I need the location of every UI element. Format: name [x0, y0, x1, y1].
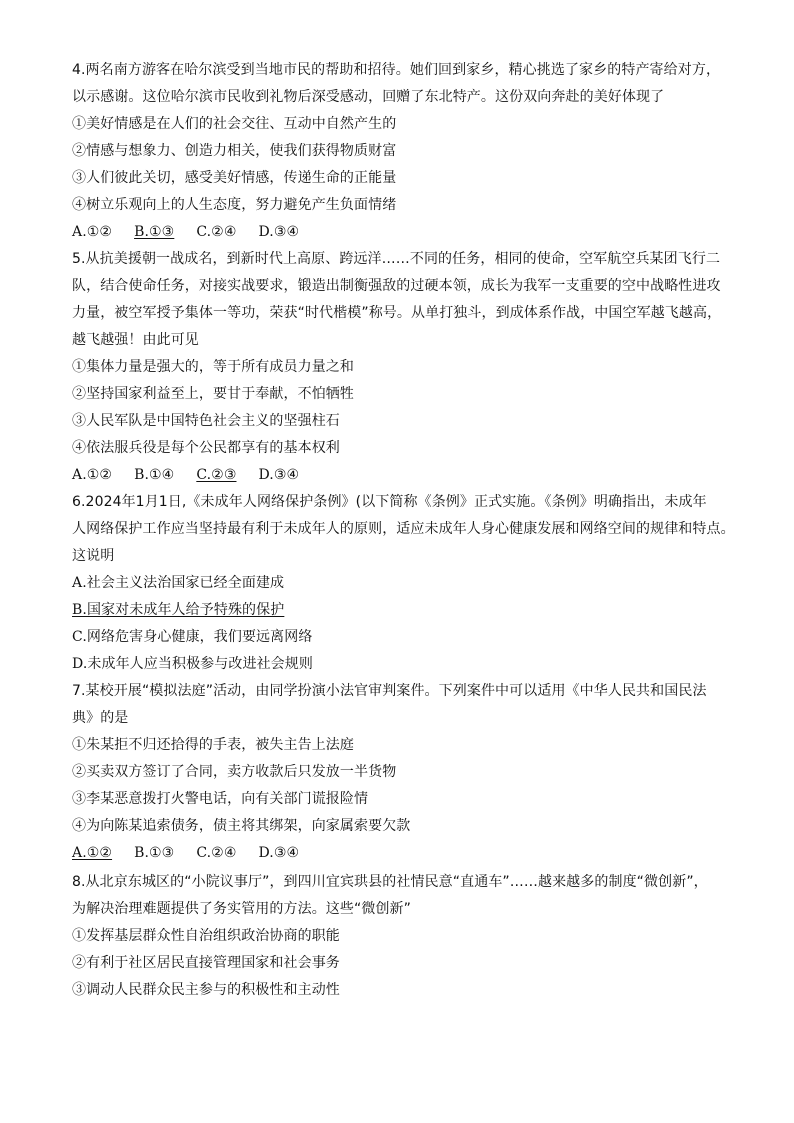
question-5-item-3: ③人民军队是中国特色社会主义的坚强柱石	[72, 413, 340, 429]
question-8-stem-line-2: 为解决治理难题提供了务实管用的方法。这些“微创新”	[72, 901, 412, 917]
question-6-stem-line-1: 6.2024年1月1日,《未成年人网络保护条例》(以下简称《条例》正式实施。《条例》明确指出，未成年	[72, 494, 707, 510]
question-7-item-1: ①朱某拒不归还拾得的手表，被失主告上法庭	[72, 737, 354, 753]
question-5-stem-line-2: 队，结合使命任务，对接实战要求，锻造出制衡强敌的过硬本领，成长为我军一支重要的空中战略性进攻	[72, 278, 721, 294]
question-7-item-2: ②买卖双方签订了合同，卖方收款后只发放一半货物	[72, 764, 397, 780]
question-6-stem-line-3: 这说明	[72, 548, 115, 564]
question-5-choices	[72, 465, 299, 485]
question-7-choices	[72, 843, 299, 863]
question-4-item-1: ①美好情感是在人们的社会交往、互动中自然产生的	[72, 116, 397, 132]
choice-b: B.①③	[134, 845, 175, 861]
question-5-item-1: ①集体力量是强大的，等于所有成员力量之和	[72, 359, 354, 375]
question-5-stem-line-3: 力量，被空军授予集体一等功，荣获“时代楷模”称号。从单打独斗，到成体系作战，中国空军越飞越高，	[72, 305, 722, 321]
question-6-option-a: A.社会主义法治国家已经全面建成	[72, 575, 285, 591]
question-4-item-2: ②情感与想象力、创造力相关，使我们获得物质财富	[72, 143, 397, 159]
question-6-option-d: D.未成年人应当积极参与改进社会规则	[72, 656, 313, 672]
question-5-item-4: ④依法服兵役是每个公民都享有的基本权利	[72, 440, 340, 456]
question-4-stem-line-1: 4.两名南方游客在哈尔滨受到当地市民的帮助和招待。她们回到家乡，精心挑选了家乡的特产寄给对方，	[72, 62, 721, 78]
choice-c: C.②④	[196, 845, 237, 861]
choice-a: A.①②	[72, 467, 113, 483]
question-7-item-4: ④为向陈某追索债务，债主将其绑架，向家属索要欠款	[72, 818, 411, 834]
choice-d: D.③④	[258, 845, 300, 861]
choice-a: A.①②	[72, 224, 113, 240]
question-8-item-3: ③调动人民群众民主参与的积极性和主动性	[72, 982, 340, 998]
choice-c-underlined: C.②③	[196, 467, 237, 483]
question-6-stem-line-2: 人网络保护工作应当坚持最有利于未成年人的原则，适应未成年人身心健康发展和网络空间的规律和特点。	[72, 521, 735, 537]
question-4-stem-line-2: 以示感谢。这位哈尔滨市民收到礼物后深受感动，回赠了东北特产。这份双向奔赴的美好体现了	[72, 89, 665, 105]
question-8-stem-line-1: 8.从北京东城区的“小院议事厅”，到四川宜宾珙县的社情民意“直通车”……越来越多的制度“微创新”，	[72, 874, 708, 890]
question-7-stem-line-2: 典》的是	[72, 710, 129, 726]
question-8-item-2: ②有利于社区居民直接管理国家和社会事务	[72, 955, 340, 971]
question-4-item-4: ④树立乐观向上的人生态度，努力避免产生负面情绪	[72, 197, 397, 213]
question-5-stem-line-4: 越飞越强！由此可见	[72, 332, 199, 348]
question-4-item-3: ③人们彼此关切，感受美好情感，传递生命的正能量	[72, 170, 397, 186]
question-7-stem-line-1: 7.某校开展“模拟法庭”活动，由同学扮演小法官审判案件。下列案件中可以适用《中华人民共和国民法	[72, 683, 707, 699]
choice-b: B.①④	[134, 467, 175, 483]
choice-b-underlined: B.①③	[134, 224, 175, 240]
question-6-option-c: C.网络危害身心健康，我们要远离网络	[72, 629, 313, 645]
choice-c: C.②④	[196, 224, 237, 240]
choice-d: D.③④	[258, 224, 300, 240]
choice-d: D.③④	[258, 467, 300, 483]
choice-a-underlined: A.①②	[72, 845, 113, 861]
question-6-option-b-underlined: B.国家对未成年人给予特殊的保护	[72, 602, 285, 618]
question-4-choices	[72, 222, 299, 242]
question-7-item-3: ③李某恶意拨打火警电话，向有关部门谎报险情	[72, 791, 369, 807]
question-5-item-2: ②坚持国家利益至上，要甘于奉献，不怕牺牲	[72, 386, 354, 402]
question-8-item-1: ①发挥基层群众性自治组织政治协商的职能	[72, 928, 340, 944]
question-5-stem-line-1: 5.从抗美援朝一战成名，到新时代上高原、跨远洋……不同的任务，相同的使命，空军航空兵某团飞行二	[72, 251, 721, 267]
